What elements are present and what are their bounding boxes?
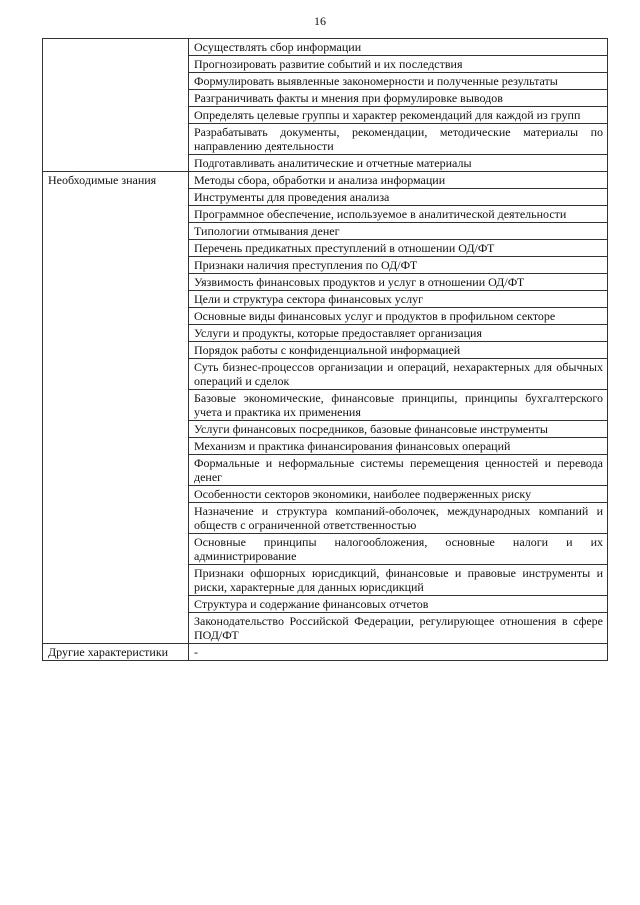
knowledge-cell: [189, 206, 608, 223]
knowledge-cell: [189, 291, 608, 308]
table-row: [43, 644, 608, 661]
knowledge-cell: [189, 325, 608, 342]
skill-cell: [189, 39, 608, 56]
skill-text: Осуществлять сбор информации: [194, 40, 362, 54]
skill-cell: [189, 73, 608, 90]
knowledge-cell: [189, 359, 608, 390]
knowledge-cell: [189, 172, 608, 189]
knowledge-text: Основные принципы налогообложения, основные налоги и их администрирование: [194, 535, 603, 563]
knowledge-cell: [189, 613, 608, 644]
table-row: [43, 39, 608, 56]
row-label-necessary-knowledge: Необходимые знания: [48, 173, 157, 187]
knowledge-cell: [189, 390, 608, 421]
skill-text: Определять целевые группы и характер рекомендаций для каждой из групп: [194, 108, 581, 122]
other-cell: [189, 644, 608, 661]
table-row: [43, 172, 608, 189]
knowledge-text: Перечень предикатных преступлений в отношении ОД/ФТ: [194, 241, 495, 255]
knowledge-cell: [189, 455, 608, 486]
knowledge-text: Услуги финансовых посредников, базовые финансовые инструменты: [194, 422, 548, 436]
skill-text: Разграничивать факты и мнения при формулировке выводов: [194, 91, 503, 105]
skill-text: Формулировать выявленные закономерности и полученные результаты: [194, 74, 558, 88]
knowledge-cell: [189, 534, 608, 565]
knowledge-text: Порядок работы с конфиденциальной информацией: [194, 343, 461, 357]
skill-cell: [189, 107, 608, 124]
knowledge-text: Методы сбора, обработки и анализа информации: [194, 173, 446, 187]
knowledge-cell: [189, 257, 608, 274]
knowledge-text: Структура и содержание финансовых отчетов: [194, 597, 429, 611]
knowledge-cell: [189, 274, 608, 291]
knowledge-cell: [189, 223, 608, 240]
knowledge-text: Уязвимость финансовых продуктов и услуг в отношении ОД/ФТ: [194, 275, 525, 289]
page-number: 16: [314, 14, 326, 28]
knowledge-text: Назначение и структура компаний-оболочек, международных компаний и обществ с ограниченной ответственностью: [194, 504, 603, 532]
skill-text: Прогнозировать развитие событий и их последствия: [194, 57, 463, 71]
knowledge-text: Суть бизнес-процессов организации и операций, нехарактерных для обычных операций и сделок: [194, 360, 603, 388]
knowledge-cell: [189, 308, 608, 325]
knowledge-text: Типологии отмывания денег: [194, 224, 340, 238]
knowledge-text: Инструменты для проведения анализа: [194, 190, 390, 204]
knowledge-text: Формальные и неформальные системы перемещения ценностей и перевода денег: [194, 456, 603, 484]
row-label-other-characteristics: Другие характеристики: [48, 645, 169, 659]
knowledge-cell: [189, 565, 608, 596]
knowledge-cell: [189, 342, 608, 359]
knowledge-cell: [189, 438, 608, 455]
skill-cell: [189, 124, 608, 155]
other-text: -: [194, 645, 198, 659]
knowledge-text: Базовые экономические, финансовые принципы, принципы бухгалтерского учета и практика их применения: [194, 391, 603, 419]
row-label-cell: [43, 644, 189, 661]
knowledge-text: Признаки офшорных юрисдикций, финансовые и правовые инструменты и риски, характерные для данных юрисдикций: [194, 566, 603, 594]
knowledge-text: Законодательство Российской Федерации, регулирующее отношения в сфере ПОД/ФТ: [194, 614, 603, 642]
knowledge-cell: [189, 240, 608, 257]
skill-cell: [189, 90, 608, 107]
knowledge-text: Основные виды финансовых услуг и продуктов в профильном секторе: [194, 309, 556, 323]
knowledge-cell: [189, 596, 608, 613]
knowledge-text: Признаки наличия преступления по ОД/ФТ: [194, 258, 418, 272]
skill-text: Разрабатывать документы, рекомендации, методические материалы по направлению деятельности: [194, 125, 603, 153]
knowledge-cell: [189, 486, 608, 503]
knowledge-text: Цели и структура сектора финансовых услуг: [194, 292, 424, 306]
knowledge-text: Услуги и продукты, которые предоставляет организация: [194, 326, 482, 340]
knowledge-text: Особенности секторов экономики, наиболее подверженных риску: [194, 487, 532, 501]
knowledge-cell: [189, 421, 608, 438]
knowledge-text: Программное обеспечение, используемое в аналитической деятельности: [194, 207, 567, 221]
knowledge-cell: [189, 189, 608, 206]
knowledge-text: Механизм и практика финансирования финансовых операций: [194, 439, 511, 453]
row-label-cell: [43, 39, 189, 172]
skill-cell: [189, 155, 608, 172]
skill-cell: [189, 56, 608, 73]
row-label-cell: [43, 172, 189, 644]
knowledge-cell: [189, 503, 608, 534]
requirements-table: [42, 38, 608, 661]
skill-text: Подготавливать аналитические и отчетные материалы: [194, 156, 472, 170]
